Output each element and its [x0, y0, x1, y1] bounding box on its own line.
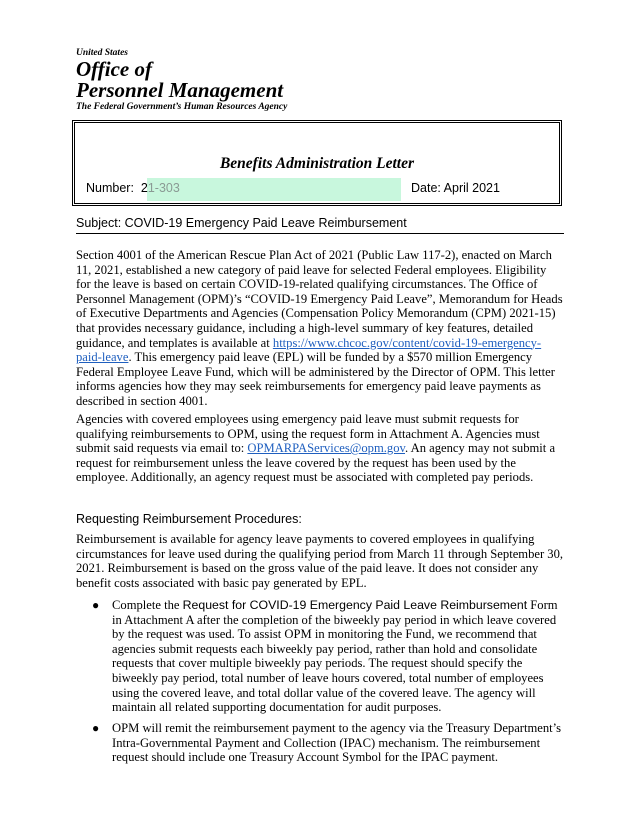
paragraph-intro-text: Section 4001 of the American Rescue Plan Act of 2021 (Public Law 117-2), enacted on March 11, 2021, established a new category of paid leave for selected Federal employees. Eligibility for the leave is based on certain COVID-19-related qualifying circumstances. The Office of Personnel Management (OPM)’s “COVID-19 Emergency Paid Leave”, Memorandum for Heads of Executive Departments and Agencies (Compensation Policy Memorandum (CPM) 2021-15) that provides necessary guidance, including a high-level summary of key features, detailed guidance, and templates is available at [76, 248, 563, 350]
country-label: United States [76, 48, 128, 58]
paragraph-intro [76, 248, 564, 409]
opm-email-link[interactable]: OPMARPAServices@opm.gov [247, 441, 405, 456]
agency-header [76, 47, 287, 114]
number-highlight [147, 178, 401, 201]
paragraph-submission [76, 412, 564, 485]
subject-line: Subject: COVID-19 Emergency Paid Leave Reimbursement [76, 216, 564, 234]
agency-name-line1: Office of [76, 57, 152, 81]
agency-name-line2: Personnel Management [76, 78, 284, 102]
letter-number [86, 181, 180, 195]
letter-date: Date: April 2021 [411, 181, 500, 195]
letter-title-box [72, 120, 562, 206]
list-item [92, 721, 564, 765]
bullet-icon: ● [92, 721, 100, 735]
list-item [92, 598, 564, 715]
letter-title: Benefits Administration Letter [219, 155, 415, 172]
bullet1-text: Form in Attachment A after the completion of the biweekly pay period in which leave covered by the request was used. To assist OPM in monitoring the Fund, we recommend that agencies submit requests each biweekly pay period, rather than hold and consolidate requests that cover multiple biweekly pay periods. The request should specify the biweekly pay period, total number of leave hours covered, total number of employees using the covered leave, and total dollar value of the covered leave. The agency will maintain all related supporting documentation for audit purposes. [112, 598, 558, 715]
paragraph-intro-text-end: . This emergency paid leave (EPL) will be funded by a $570 million Emergency Federal Employee Leave Fund, which will be administered by the Director of OPM. This letter informs agencies how they may seek reimbursements for emergency paid leave payments as described in section 4001. [76, 350, 555, 408]
section-heading: Requesting Reimbursement Procedures: [76, 512, 302, 526]
paragraph-reimbursement: Reimbursement is available for agency leave payments to covered employees in qualifying circumstances for leave used during the qualifying period from March 11 through September 30, 2021. Reimbursement is based on the gross value of the paid leave. It does not consider any benefit costs associated with basic pay generated by EPL. [76, 532, 564, 590]
bullet2-text: OPM will remit the reimbursement payment to the agency via the Treasury Department’s Intra-Governmental Payment and Collection (IPAC) mechanism. The reimbursement request should include one Treasury Account Symbol for the IPAC payment. [112, 721, 562, 765]
form-name: Request for COVID-19 Emergency Paid Leave Reimbursement [182, 598, 528, 612]
letter-number-label: Number: 2 [86, 181, 148, 195]
bullet-icon: ● [92, 598, 100, 612]
bullet1-prefix: Complete the [112, 598, 183, 612]
agency-tagline: The Federal Government’s Human Resources Agency [76, 102, 288, 112]
letter-number-value: 1-303 [147, 181, 180, 195]
paragraph-submission-text-end: . An agency may not submit a request for reimbursement unless the leave covered by the request has been used by the employee. Additionally, an agency request must be associated with completed pay periods. [76, 441, 556, 485]
chcoc-guidance-link[interactable]: https://www.chcoc.gov/content/covid-19-emergency-paid-leave [76, 335, 542, 365]
paragraph-submission-text: Agencies with covered employees using emergency paid leave must submit requests for qualifying reimbursements to OPM, using the request form in Attachment A. Agencies must submit said requests via email to: [76, 412, 540, 456]
